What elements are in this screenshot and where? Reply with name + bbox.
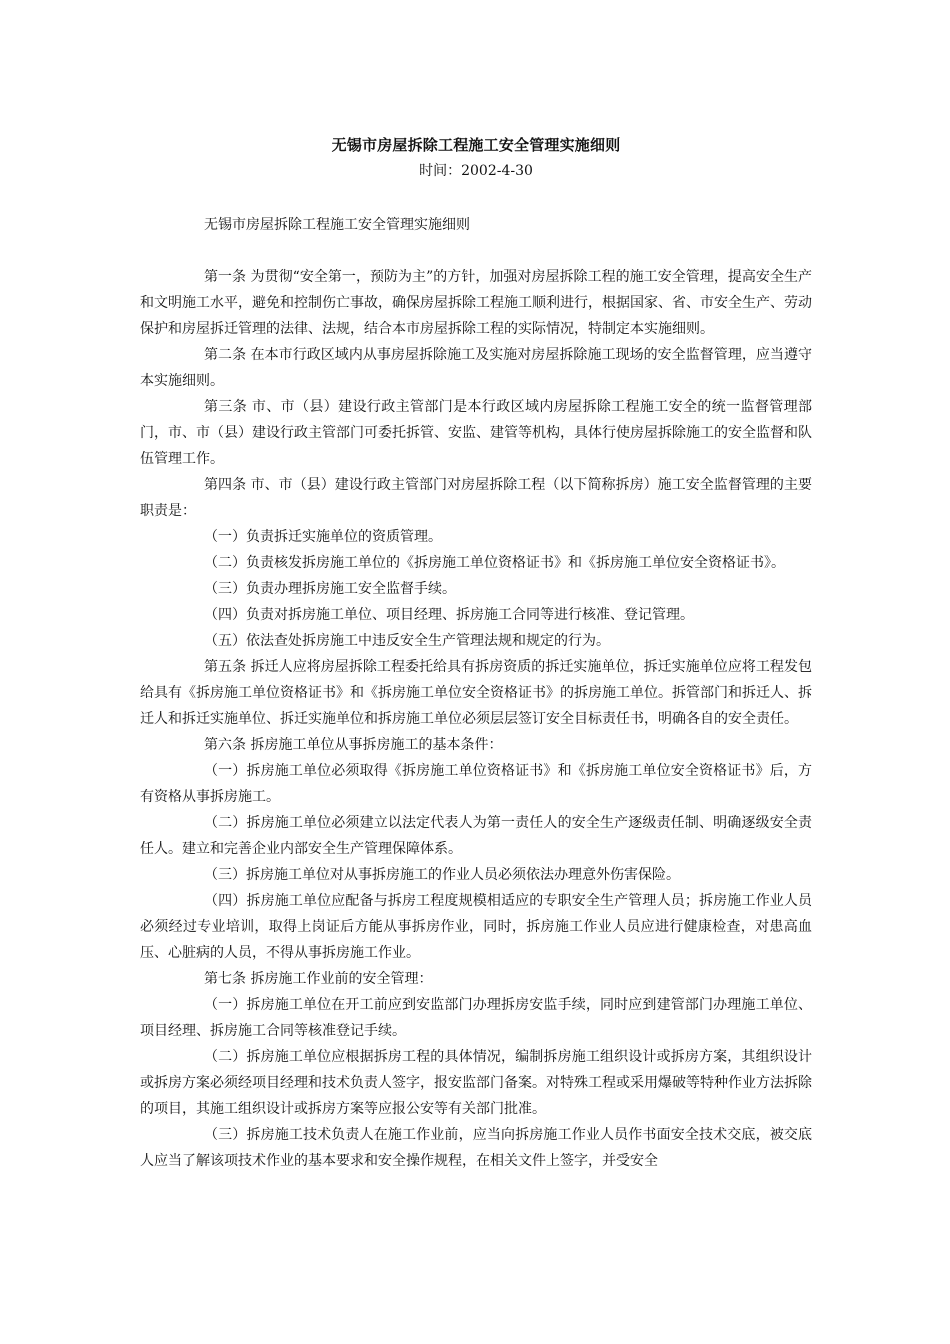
list-item: （三）负责办理拆房施工安全监督手续。: [204, 581, 456, 597]
list-item: （二）拆房施工单位应根据拆房工程的具体情况，编制拆房施工组织设计或拆房方案，其组织设计或拆房方案必须经项目经理和技术负责人签字，报安监部门备案。对特殊工程或采用爆破等特种作业方法拆除的项目，其施工组织设计或拆房方案等应报公安等有关部门批准。: [140, 1049, 812, 1117]
list-item: （一）拆房施工单位在开工前应到安监部门办理拆房安监手续，同时应到建管部门办理施工单位、项目经理、拆房施工合同等核准登记手续。: [140, 997, 812, 1039]
list-item: （二）拆房施工单位必须建立以法定代表人为第一责任人的安全生产逐级责任制、明确逐级安全责任人。建立和完善企业内部安全生产管理保障体系。: [140, 815, 812, 857]
document-title: 无锡市房屋拆除工程施工安全管理实施细则: [331, 136, 621, 154]
list-item: （三）拆房施工单位对从事拆房施工的作业人员必须依法办理意外伤害保险。: [204, 867, 680, 883]
list-item: （三）拆房施工技术负责人在施工作业前，应当向拆房施工作业人员作书面安全技术交底，被交底人应当了解该项技术作业的基本要求和安全操作规程，在相关文件上签字，并受安全: [140, 1127, 812, 1169]
paragraph: 第三条 市、市（县）建设行政主管部门是本行政区域内房屋拆除工程施工安全的统一监督管理部门，市、市（县）建设行政主管部门可委托拆管、安监、建管等机构，具体行使房屋拆除施工的安全监督和队伍管理工作。: [140, 399, 812, 467]
document-date: 时间：2002-4-30: [419, 163, 533, 179]
list-item: （五）依法查处拆房施工中违反安全生产管理法规和规定的行为。: [204, 633, 610, 649]
list-item: （四）拆房施工单位应配备与拆房工程度规模相适应的专职安全生产管理人员；拆房施工作业人员必须经过专业培训，取得上岗证后方能从事拆房作业，同时，拆房施工作业人员应进行健康检查，对患高血压、心脏病的人员，不得从事拆房施工作业。: [140, 893, 812, 961]
list-item: （一）负责拆迁实施单位的资质管理。: [204, 529, 442, 545]
paragraph: 第二条 在本市行政区域内从事房屋拆除施工及实施对房屋拆除施工现场的安全监督管理，应当遵守本实施细则。: [140, 347, 812, 389]
document-body: [140, 264, 812, 1174]
list-item: （二）负责核发拆房施工单位的《拆房施工单位资格证书》和《拆房施工单位安全资格证书》。: [204, 555, 785, 571]
paragraph: 第六条 拆房施工单位从事拆房施工的基本条件：: [204, 737, 503, 753]
paragraph: 第七条 拆房施工作业前的安全管理：: [204, 971, 433, 987]
paragraph: 第五条 拆迁人应将房屋拆除工程委托给具有拆房资质的拆迁实施单位，拆迁实施单位应将工程发包给具有《拆房施工单位资格证书》和《拆房施工单位安全资格证书》的拆房施工单位。拆管部门和拆迁人、拆迁人和拆迁实施单位、拆迁实施单位和拆房施工单位必须层层签订安全目标责任书，明确各自的安全责任。: [140, 659, 812, 727]
list-item: （一）拆房施工单位必须取得《拆房施工单位资格证书》和《拆房施工单位安全资格证书》后，方有资格从事拆房施工。: [140, 763, 812, 805]
paragraph: 第四条 市、市（县）建设行政主管部门对房屋拆除工程（以下简称拆房）施工安全监督管理的主要职责是：: [140, 477, 812, 519]
paragraph: 第一条 为贯彻“安全第一，预防为主”的方针，加强对房屋拆除工程的施工安全管理，提高安全生产和文明施工水平，避免和控制伤亡事故，确保房屋拆除工程施工顺利进行，根据国家、省、市安全生产、劳动保护和房屋拆迁管理的法律、法规，结合本市房屋拆除工程的实际情况，特制定本实施细则。: [140, 269, 812, 337]
document-subtitle: 无锡市房屋拆除工程施工安全管理实施细则: [204, 217, 470, 233]
list-item: （四）负责对拆房施工单位、项目经理、拆房施工合同等进行核准、登记管理。: [204, 607, 694, 623]
